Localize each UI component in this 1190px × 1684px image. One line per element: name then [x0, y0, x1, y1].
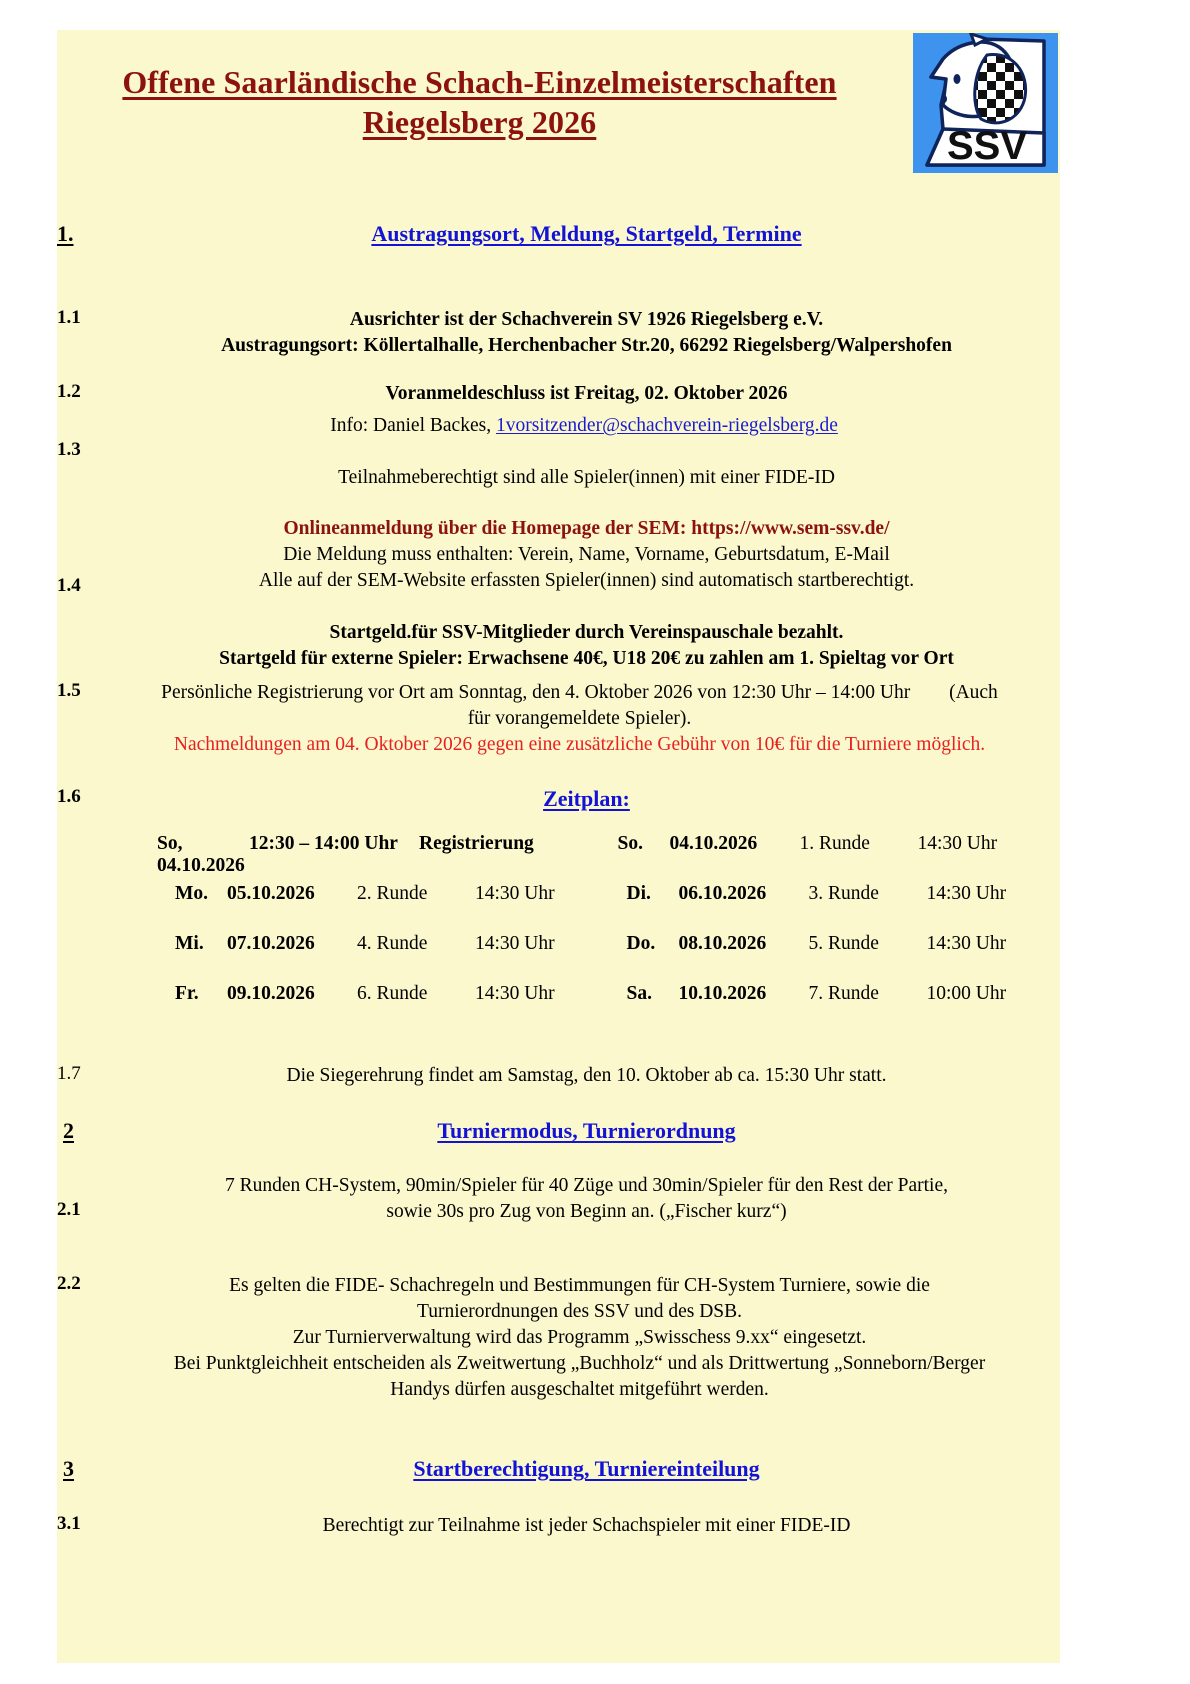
section-2-number: 2 [63, 1118, 74, 1143]
section-2-1-number: 2.1 [57, 1199, 81, 1220]
round-5-day: Do. [626, 933, 656, 954]
round-1-round: 1. Runde [799, 833, 870, 854]
title-line-1: Offene Saarländische Schach-Einzelmeisterschaften [122, 63, 837, 100]
reg-label: Registrierung [419, 833, 534, 854]
section-1-3-info-line [113, 413, 1060, 439]
rules-line1: Es gelten die FIDE- Schachregeln und Bestimmungen für CH-System Turniere, sowie die [229, 1275, 930, 1296]
venue-address-line: Austragungsort: Köllertalhalle, Herchenbacher Str.20, 66292 Riegelsberg/Walpershofen [221, 335, 952, 356]
round-6-time: 14:30 Uhr [475, 983, 555, 1004]
onsite-registration-tail: (Auch [949, 682, 998, 703]
schedule-row-4 [157, 983, 1060, 1033]
round-6-date: 09.10.2026 [227, 983, 315, 1004]
round-4-day: Mi. [175, 933, 204, 954]
onsite-registration-line2: für vorangemeldete Spieler). [467, 708, 692, 729]
participation-eligibility-line: Berechtigt zur Teilnahme ist jeder Schachspieler mit einer FIDE-ID [322, 1515, 851, 1536]
section-1-2-content [113, 381, 1060, 407]
round-7-round: 7. Runde [808, 983, 879, 1004]
round-2-date: 05.10.2026 [227, 883, 315, 904]
round-2-round: 2. Runde [357, 883, 428, 904]
section-1-3-number: 1.3 [57, 439, 81, 460]
round-5-time: 14:30 Uhr [926, 933, 1007, 954]
rules-line5: Handys dürfen ausgeschaltet mitgeführt werden. [390, 1379, 769, 1400]
round-1-time: 14:30 Uhr [917, 833, 998, 854]
rules-line4: Bei Punktgleichheit entscheiden als Zweitwertung „Buchholz“ und als Drittwertung „Sonneborn/Berger [173, 1353, 986, 1374]
contact-email-link[interactable]: 1vorsitzender@schachverein-riegelsberg.de [495, 415, 838, 436]
online-registration-line: Onlineanmeldung über die Homepage der SEM: https://www.sem-ssv.de/ [283, 518, 890, 539]
reg-time: 12:30 – 14:00 Uhr [249, 833, 398, 854]
section-3-1-content [113, 1513, 1060, 1539]
schedule-row-2 [157, 883, 1060, 933]
section-1-7-content [113, 1063, 1060, 1089]
round-5-round: 5. Runde [808, 933, 879, 954]
section-2-heading: Turniermodus, Turnierordnung [437, 1118, 736, 1143]
award-ceremony-line: Die Siegerehrung findet am Samstag, den 10. Oktober ab ca. 15:30 Uhr statt. [286, 1065, 887, 1086]
section-1-7-number: 1.7 [57, 1063, 81, 1084]
entry-fee-external-line: Startgeld für externe Spieler: Erwachsene 40€, U18 20€ zu zahlen am 1. Spieltag vor Ort [219, 648, 954, 669]
schedule-row-3 [157, 933, 1060, 983]
document-header [57, 30, 1060, 175]
schedule-cell-round-4 [157, 933, 609, 955]
late-registration-line: Nachmeldungen am 04. Oktober 2026 gegen eine zusätzliche Gebühr von 10€ für die Turniere möglich. [173, 734, 986, 755]
rules-line3: Zur Turnierverwaltung wird das Programm „Swisschess 9.xx“ eingesetzt. [292, 1327, 867, 1348]
schedule-cell-round-5 [609, 933, 1061, 955]
entry-fee-members-line: Startgeld.für SSV-Mitglieder durch Vereinspauschale bezahlt. [329, 622, 844, 643]
schedule-cell-registration [157, 833, 600, 877]
section-2-2-content [99, 1273, 1060, 1403]
logo-text: SSV [946, 124, 1028, 168]
schedule-heading: Zeitplan: [543, 786, 630, 811]
round-3-time: 14:30 Uhr [926, 883, 1007, 904]
section-3-number: 3 [63, 1456, 74, 1481]
section-1-5-number: 1.5 [57, 680, 81, 701]
info-prefix: Info: Daniel Backes, [330, 415, 496, 436]
section-1-4-number: 1.4 [57, 575, 81, 596]
round-6-round: 6. Runde [357, 983, 428, 1004]
schedule-cell-round-1 [600, 833, 1061, 855]
section-1-5-content [99, 680, 1060, 758]
schedule-cell-round-2 [157, 883, 609, 905]
registration-deadline-line: Voranmeldeschluss ist Freitag, 02. Oktober 2026 [385, 383, 788, 404]
time-control-line2: sowie 30s pro Zug von Beginn an. („Fischer kurz“) [386, 1201, 787, 1222]
round-2-day: Mo. [175, 883, 209, 904]
eligibility-line: Teilnahmeberechtigt sind alle Spieler(innen) mit einer FIDE-ID [338, 467, 835, 488]
schedule-row-registration [157, 833, 1060, 883]
schedule-table [157, 833, 1060, 1033]
section-1-1-number: 1.1 [57, 307, 81, 328]
round-7-time: 10:00 Uhr [926, 983, 1007, 1004]
round-4-date: 07.10.2026 [227, 933, 315, 954]
auto-eligible-line: Alle auf der SEM-Website erfassten Spieler(innen) sind automatisch startberechtigt. [258, 570, 915, 591]
reg-day: So, 04.10.2026 [157, 833, 245, 876]
section-1-3-content [113, 465, 1060, 491]
section-1-2-number: 1.2 [57, 381, 81, 402]
section-3-heading: Startberechtigung, Turniereinteilung [413, 1456, 760, 1481]
round-4-round: 4. Runde [357, 933, 428, 954]
section-1-6-number: 1.6 [57, 786, 81, 807]
time-control-line1: 7 Runden CH-System, 90min/Spieler für 40 Züge und 30min/Spieler für den Rest der Partie, [224, 1175, 948, 1196]
section-2-2-number: 2.2 [57, 1273, 81, 1294]
round-4-time: 14:30 Uhr [475, 933, 555, 954]
section-2-1-content [113, 1173, 1060, 1225]
round-5-date: 08.10.2026 [678, 933, 767, 954]
round-6-day: Fr. [175, 983, 199, 1004]
round-3-round: 3. Runde [808, 883, 879, 904]
onsite-registration-line [99, 680, 1060, 706]
section-1-4-content-a [113, 516, 1060, 594]
round-3-day: Di. [626, 883, 651, 904]
ssv-chess-knight-logo [913, 33, 1058, 173]
round-1-date: 04.10.2026 [669, 833, 758, 854]
schedule-cell-round-6 [157, 983, 609, 1005]
round-3-date: 06.10.2026 [678, 883, 767, 904]
section-1-heading: Austragungsort, Meldung, Startgeld, Termine [371, 221, 802, 246]
page-title [57, 30, 902, 173]
round-7-day: Sa. [626, 983, 652, 1004]
onsite-registration-text: Persönliche Registrierung vor Ort am Sonntag, den 4. Oktober 2026 von 12:30 Uhr – 14:00 Uhr [161, 682, 911, 703]
round-7-date: 10.10.2026 [678, 983, 767, 1004]
document-body [57, 173, 1060, 1663]
schedule-cell-round-7 [609, 983, 1061, 1005]
rules-line2: Turnierordnungen des SSV und des DSB. [416, 1301, 743, 1322]
venue-organizer-line: Ausrichter ist der Schachverein SV 1926 Riegelsberg e.V. [349, 309, 824, 330]
section-1-4-content-b [113, 620, 1060, 672]
title-line-2: Riegelsberg 2026 [362, 103, 597, 140]
section-1-1-content [113, 307, 1060, 359]
round-1-day: So. [617, 833, 643, 854]
schedule-cell-round-3 [609, 883, 1061, 905]
section-1-number: 1. [57, 221, 74, 246]
required-fields-line: Die Meldung muss enthalten: Verein, Name, Vorname, Geburtsdatum, E-Mail [283, 544, 890, 565]
section-3-1-number: 3.1 [57, 1513, 81, 1534]
round-2-time: 14:30 Uhr [475, 883, 555, 904]
knight-icon [913, 33, 1058, 173]
